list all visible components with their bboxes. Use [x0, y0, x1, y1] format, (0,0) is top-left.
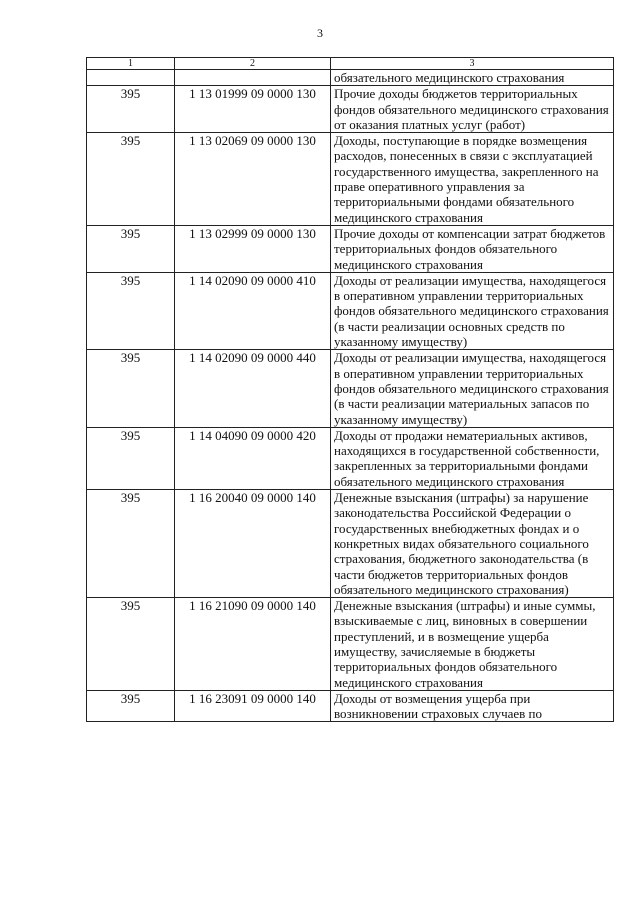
page-number: 3 — [317, 26, 323, 40]
table-cell-name: Доходы от возмещения ущерба при возникновении страховых случаев по — [331, 690, 614, 722]
table-cell-name: Доходы от реализации имущества, находящегося в оперативном управлении территориальных фондов обязательного медицинского страхования (в части реализации материальных запасов по указанному имуществу) — [331, 350, 614, 427]
column-header-code: 2 — [175, 58, 331, 70]
table-cell-name: Денежные взыскания (штрафы) и иные суммы, взыскиваемые с лиц, виновных в совершении преступлений, и в возмещение ущерба имуществу, зачисляемые в бюджеты территориальных фондов обязательного медицинского страхования — [331, 598, 614, 691]
table-cell-code: 1 13 02999 09 0000 130 — [175, 225, 331, 272]
table-cell-admin: 395 — [87, 490, 175, 598]
table-cell-admin: 395 — [87, 272, 175, 349]
table-cell-name: Денежные взыскания (штрафы) за нарушение законодательства Российской Федерации о государственных внебюджетных фондах и о конкретных видах обязательного социального страхования, бюджетного законодательства (в части бюджетов территориальных фондов обязательного медицинского страхования) — [331, 490, 614, 598]
income-codes-table — [86, 57, 614, 722]
table-cell-admin: 395 — [87, 690, 175, 722]
table-header-row — [87, 58, 614, 70]
table-row — [87, 133, 614, 226]
table-cell-code: 1 14 04090 09 0000 420 — [175, 427, 331, 489]
table-row — [87, 598, 614, 691]
table-row — [87, 225, 614, 272]
table-cell-code: 1 16 23091 09 0000 140 — [175, 690, 331, 722]
table-cell-name: Доходы от реализации имущества, находящегося в оперативном управлении территориальных фондов обязательного медицинского страхования (в части реализации основных средств по указанному имуществу) — [331, 272, 614, 349]
table-cell-admin: 395 — [87, 225, 175, 272]
table-row — [87, 427, 614, 489]
table-cell-code: 1 16 21090 09 0000 140 — [175, 598, 331, 691]
table-cell-admin: 395 — [87, 86, 175, 133]
table-cell-admin: 395 — [87, 427, 175, 489]
table-cell-name: Прочие доходы бюджетов территориальных фондов обязательного медицинского страхования от оказания платных услуг (работ) — [331, 86, 614, 133]
table-row — [87, 272, 614, 349]
table-cell-code: 1 14 02090 09 0000 410 — [175, 272, 331, 349]
table-cell-admin — [87, 70, 175, 86]
table-cell-code: 1 16 20040 09 0000 140 — [175, 490, 331, 598]
table-cell-code: 1 14 02090 09 0000 440 — [175, 350, 331, 427]
table-row — [87, 690, 614, 722]
table-row-continuation — [87, 70, 614, 86]
table-row — [87, 490, 614, 598]
table-cell-name: Доходы от продажи нематериальных активов, находящихся в государственной собственности, закрепленных за территориальными фондами обязательного медицинского страхования — [331, 427, 614, 489]
table-cell-code: 1 13 01999 09 0000 130 — [175, 86, 331, 133]
table-cell-name: Прочие доходы от компенсации затрат бюджетов территориальных фондов обязательного медицинского страхования — [331, 225, 614, 272]
table-row — [87, 350, 614, 427]
column-header-name: 3 — [331, 58, 614, 70]
column-header-admin: 1 — [87, 58, 175, 70]
table-cell-admin: 395 — [87, 598, 175, 691]
table-cell-continuation: обязательного медицинского страхования — [331, 70, 614, 86]
table-cell-admin: 395 — [87, 350, 175, 427]
table-row — [87, 86, 614, 133]
table-cell-name: Доходы, поступающие в порядке возмещения расходов, понесенных в связи с эксплуатацией государственного имущества, закрепленного на праве оперативного управления за территориальными фондами обязательного медицинского страхования — [331, 133, 614, 226]
table-cell-admin: 395 — [87, 133, 175, 226]
table-cell-code: 1 13 02069 09 0000 130 — [175, 133, 331, 226]
table-cell-code — [175, 70, 331, 86]
